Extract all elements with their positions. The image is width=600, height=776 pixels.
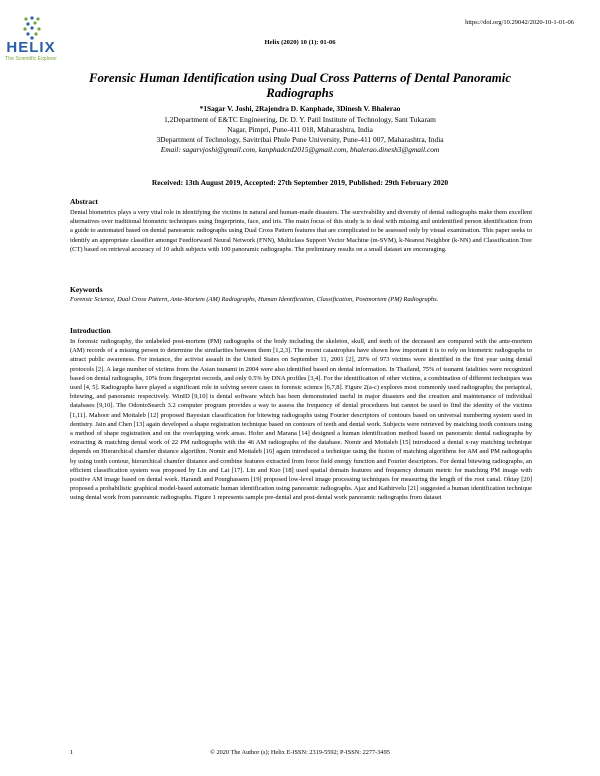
copyright-line: © 2020 The Author (s); Helix E-ISSN: 2319-5592; P-ISSN: 2277-3495 xyxy=(210,749,390,756)
introduction-heading: Introduction xyxy=(70,326,111,335)
keywords-text: Forensic Science, Dual Cross Pattern, Ante-Mortem (AM) Radiographs, Human Identification, Classification, Postmortem (PM) Radiographs. xyxy=(70,296,439,303)
affiliation-line-2: Nagar, Pimpri, Pune-411 018, Maharashtra, India xyxy=(227,125,373,134)
logo-wordmark: HELIX xyxy=(6,39,56,56)
affiliation-line-1: 1,2Department of E&TC Engineering, Dr. D. Y. Patil Institute of Technology, Sant Tukaram xyxy=(164,115,436,124)
introduction-text: In forensic radiography, the unlabeled post-mortem (PM) radiographs of the body including the skeleton, skull, and teeth of the deceased are compared with the ante-mortem (AM) records of a missing person to determine the similarities between them [1,2,3]. The recent catastrophes have shown how important it is to rely on biometric radiographs to attract public awareness. For instance, the activist assault in the United States on September 11, 2001 [2], 20% of 973 victims were identified in the first year using dental protocols [2]. A large number of victims from the Asian tsunami in 2004 were also identified based on dental information. In Thailand, 75% of tsunami fatalities were recognized based on dental radiographs, 10% from fingerprint records, and only 0.5% by DNA profiles [3,4]. For the identification of other victims, a combination of different techniques was used [4, 5]. Radiographs have played a significant role in solving severe cases in forensic science [6,7,8]. Figure 2(a-c) explores most commonly used radiographs; the periapical, bitewing, and panoramic respectively. WinID [9,10] is dental software which has been demonstrated useful in major disasters and the creation and maintenance of individual databases [9,10]. The OdontoSearch 3.2 computer program provides a way to assess the frequency of dental procedures but cannot be used to find the identity of the victims [1,11]. Mahoor and Mottaleb [12] proposed Bayesian classification for bitewing radiographs using Fourier descriptors of contours based on universal numbering system used in dentistry. Jain and Chen [13] again developed a shape registration technique based on contours of teeth and dental work. Subjects were retrieved by matching tooth contours using a method of shape registration and on the overlapping work areas. Hofer and Marana [14] designed a human identification method based on panoramic dental radiographs by extracting & matching dental work of 22 PM radiographs with the 46 AM radiographs of the database. Nomir and Mottaleb [15] introduced a dental x-ray matching technique depends on Hierarchical chamfer distance algorithm. Nomir and Mottaleb [16] again introduced a technique using the fusion of matching algorithms for AM and PM radiographs by using tooth contour, hierarchical chamfer distance and combine features extracted from force field energy function and Fourier descriptors. For dental bitewing radiographs, an efficient classification system was proposed by Lin and Lai [17]. Lin and Kuo [18] used spatial domain features and frequency domain metric for matching PM image with positive AM image based on dental work. Harandi and Pourghassem [19] proposed low-level image processing techniques for measuring the length of the root canal. Oktay [20] proposed a probabilistic graphical model-based automatic human identification using panoramic radiographs. Ajaz and Kathirvelu [21] suggested a human identification technique using dental work from panoramic radiographs. Figure 1 represents sample pre-dental and post-dental work panoramic radiographs from dataset xyxy=(70,338,532,502)
affiliation-line-3: 3Department of Technology, Savitribai Phule Pune University, Pune-411 007, Maharashtra, India xyxy=(156,135,444,144)
keywords-heading: Keywords xyxy=(70,285,103,294)
email-line[interactable]: Email: sagarvjoshi@gmail.com, kanphadcrd2015@gmail.com, bhalerao.dinesh3@gmail.com xyxy=(160,145,440,154)
authors-line: *1Sagar V. Joshi, 2Rajendra D. Kanphade, 3Dinesh V. Bhalerao xyxy=(199,104,401,113)
page-number: 1 xyxy=(70,749,74,756)
logo-tagline: The Scientific Explorer xyxy=(5,56,57,62)
received-line: Received: 13th August 2019, Accepted: 27th September 2019, Published: 29th February 2020 xyxy=(151,178,449,187)
doi-link[interactable]: https://doi.org/10.29042/2020-10-1-01-06 xyxy=(465,19,574,26)
abstract-text: Dental biometrics plays a very vital role in identifying the victims in natural and human-made disasters. The survivability and diversity of dental radiographs make them excellent alternatives over traditional biometric techniques using fingerprints, face, and iris. The main focus of this study is to deal with missing and unidentified person identification from a guide to automated based on dental panoramic radiographs using Dual Cross Pattern features that are complicated to be assessed only by visual examination. This paper seeks to identify an appropriate classifier amongst Feedforward Neural Network (FNN), Multiclass Support Vector Machine (m-SVM), k-Nearest Neighbor (k-NN) and Classification Tree (CT) based on retrieval accuracy of 10 adult subjects with 100 panoramic radiographs. The preliminary results on a small dataset are encouraging. xyxy=(70,209,532,253)
abstract-heading: Abstract xyxy=(70,197,98,206)
journal-line: Helix (2020) 10 (1): 01-06 xyxy=(264,39,336,46)
paper-title: Forensic Human Identification using Dual Cross Patterns of Dental Panoramic Radiographs xyxy=(88,71,511,100)
helix-dots-icon xyxy=(22,16,42,40)
